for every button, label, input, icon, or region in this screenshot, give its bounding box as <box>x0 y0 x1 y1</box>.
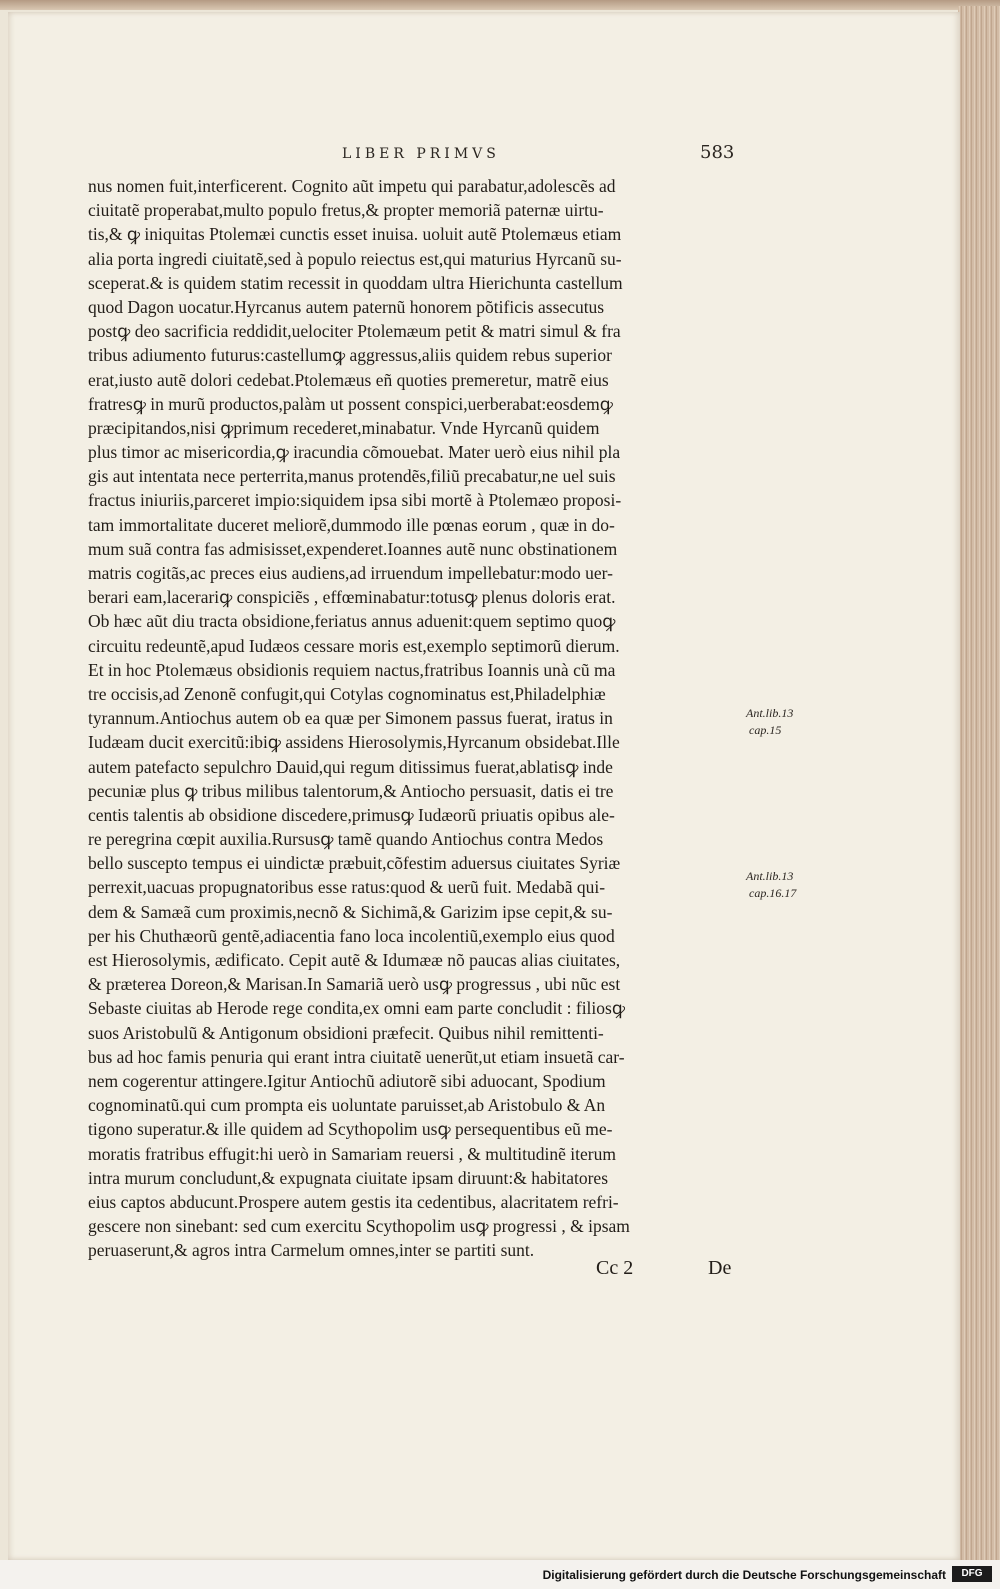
text-line: Sebaste ciuitas ab Herode rege condita,ex omni eam parte concludit : filiosꝙ <box>88 998 625 1019</box>
text-line: nem cogerentur attingere.Igitur Antiochũ adiutorẽ sibi aduocant, Spodium <box>88 1070 606 1091</box>
text-line: bello suscepto tempus ei uindictæ præbuit,cõfestim aduersus ciuitates Syriæ <box>88 853 621 874</box>
funding-credit: Digitalisierung gefördert durch die Deutsche Forschungsgemeinschaft <box>542 1568 946 1582</box>
text-line: tribus adiumento futurus:castellumꝙ aggressus,aliis quidem rebus superior <box>88 345 612 366</box>
text-line: plus timor ac misericordia,ꝙ iracundia cõmouebat. Mater uerò eius nihil pla <box>88 442 621 463</box>
text-line: & præterea Doreon,& Marisan.In Samariã uerò usꝙ progressus , ubi nũc est <box>88 974 621 995</box>
text-line: bus ad hoc famis penuria qui erant intra ciuitatẽ uenerũt,ut etiam insuetã car- <box>88 1046 625 1067</box>
text-line: est Hierosolymis, ædificato. Cepit autẽ & Idumææ nõ paucas alias ciuitates, <box>88 950 621 970</box>
text-line: tyrannum.Antiochus autem ob ea quæ per Simonem passus fuerat, iratus in <box>88 708 613 729</box>
text-line: alia porta ingredi ciuitatẽ,sed à populo reiectus est,qui maturius Hyrcanũ su- <box>88 248 622 269</box>
text-line: re peregrina cœpit auxilia.Rursusꝙ tamẽ quando Antiochus contra Medos <box>88 829 604 850</box>
text-line: tre occisis,ad Zenonẽ confugit,qui Cotylas cognominatus est,Philadelphiæ <box>88 683 606 704</box>
signature-mark: Cc 2 <box>596 1257 634 1279</box>
catchword: De <box>708 1257 732 1279</box>
marginal-note-cap: cap.15 <box>749 723 782 737</box>
text-line: Ob hæc aũt diu tracta obsidione,feriatus annus aduenit:quem septimo quoꝙ <box>88 611 616 632</box>
text-line: cognominatũ.qui cum prompta eis uoluntate paruisset,ab Aristobulo & An <box>88 1095 606 1116</box>
text-line: matris cogitãs,ac preces eius audiens,ad irruendum impellebatur:modo uer- <box>88 563 613 583</box>
text-line: Iudæam ducit exercitũ:ibiꝙ assidens Hierosolymis,Hyrcanum obsidebat.Ille <box>88 732 620 753</box>
text-line: suos Aristobulũ & Antigonum obsidioni præfecit. Quibus nihil remittenti- <box>88 1022 604 1043</box>
text-line: tis,& ꝙ iniquitas Ptolemæi cunctis esset inuisa. uoluit autẽ Ptolemæus etiam <box>88 224 622 245</box>
text-line: eius captos abducunt.Prospere autem gestis ita cedentibus, alacritatem refri- <box>88 1191 619 1212</box>
text-line: berari eam,lacerariꝙ conspiciẽs , effœminabatur:totusꝙ plenus doloris erat. <box>88 587 616 608</box>
page-number: 583 <box>700 142 735 163</box>
text-line: perrexit,uacuas propugnatoribus esse ratus:quod & uerũ fuit. Medabã qui- <box>88 877 606 898</box>
text-line: nus nomen fuit,interficerent. Cognito aũt impetu qui parabatur,adolescẽs ad <box>88 176 616 196</box>
running-head: LIBER PRIMVS <box>342 146 500 162</box>
text-line: tam immortalitate duceret meliorẽ,dummodo ille pœnas eorum , quæ in do- <box>88 514 615 535</box>
text-line: pecuniæ plus ꝙ tribus milibus talentorum,& Antiocho persuasit, datis ei tre <box>88 780 614 801</box>
page-edges <box>958 6 1000 1560</box>
marginal-note-cap: cap.16.17 <box>749 886 797 900</box>
text-line: intra murum concludunt,& expugnata ciuitate ipsam diruunt:& habitatores <box>88 1167 609 1188</box>
marginal-note-ref: Ant.lib.13 <box>746 706 794 720</box>
text-line: erat,iusto autẽ dolori cedebat.Ptolemæus eñ quoties premeretur, matrẽ eius <box>88 369 609 390</box>
marginal-note-2 <box>746 868 796 902</box>
text-line: autem patefacto sepulchro Dauid,qui regum ditissimus fuerat,ablatisꝙ inde <box>88 756 613 777</box>
text-line: peruaserunt,& agros intra Carmelum omnes,inter se partiti sunt. <box>88 1240 535 1261</box>
text-line: tigono superatur.& ille quidem ad Scythopolim usꝙ persequentibus eũ me- <box>88 1119 613 1140</box>
text-line: moratis fratribus effugit:hi uerò in Samariam reuersi , & multitudinẽ iterum <box>88 1143 616 1164</box>
text-line: postꝙ deo sacrificia reddidit,uelociter Ptolemæum petit & matri simul & fra <box>88 321 621 342</box>
text-line: sceperat.& is quidem statim recessit in quoddam ultra Hierichunta castellum <box>88 272 623 293</box>
text-body <box>88 174 748 1262</box>
footer-bar <box>0 1560 1000 1589</box>
text-line: Et in hoc Ptolemæus obsidionis requiem nactus,fratribus Ioannis unà cũ ma <box>88 659 616 680</box>
text-line: per his Chuthæorũ gentẽ,adiacentia fano loca incolentiũ,exemplo eius quod <box>88 925 615 946</box>
text-line: præcipitandos,nisi ꝙprimum recederet,minabatur. Vnde Hyrcanũ quidem <box>88 417 600 438</box>
text-line: dem & Samæã cum proximis,necnõ & Sichimã,& Garizim ipse cepit,& su- <box>88 901 613 922</box>
text-line: ciuitatẽ properabat,multo populo fretus,& propter memoriã paternæ uirtu- <box>88 200 604 221</box>
text-line: gescere non sinebant: sed cum exercitu Scythopolim usꝙ progressi , & ipsam <box>88 1216 630 1237</box>
marginal-note-ref: Ant.lib.13 <box>746 869 794 883</box>
text-line: gis aut intentata nece perterrita,manus protendẽs,filiũ precabatur,ne uel suis <box>88 466 616 487</box>
page-edge-top <box>0 0 1000 10</box>
text-line: quod Dagon uocatur.Hyrcanus autem paternũ honorem põtificis assecutus <box>88 296 605 317</box>
dfg-logo: DFG <box>952 1566 992 1582</box>
text-line: fratresꝙ in murũ productos,palàm ut possent conspici,uerberabat:eosdemꝙ <box>88 393 613 414</box>
text-line: fractus iniuriis,parceret impio:siquidem ipsa sibi mortẽ à Ptolemæo proposi- <box>88 490 622 511</box>
text-line: circuitu redeuntẽ,apud Iudæos cessare moris est,exemplo septimorũ dierum. <box>88 635 620 656</box>
text-line: mum suã contra fas admisisset,expenderet.Ioannes autẽ nunc obstinationem <box>88 538 618 559</box>
page-header <box>300 142 800 172</box>
text-line: centis talentis ab obsidione discedere,primusꝙ Iudæorũ priuatis opibus ale- <box>88 804 615 825</box>
marginal-note-1 <box>746 705 793 739</box>
